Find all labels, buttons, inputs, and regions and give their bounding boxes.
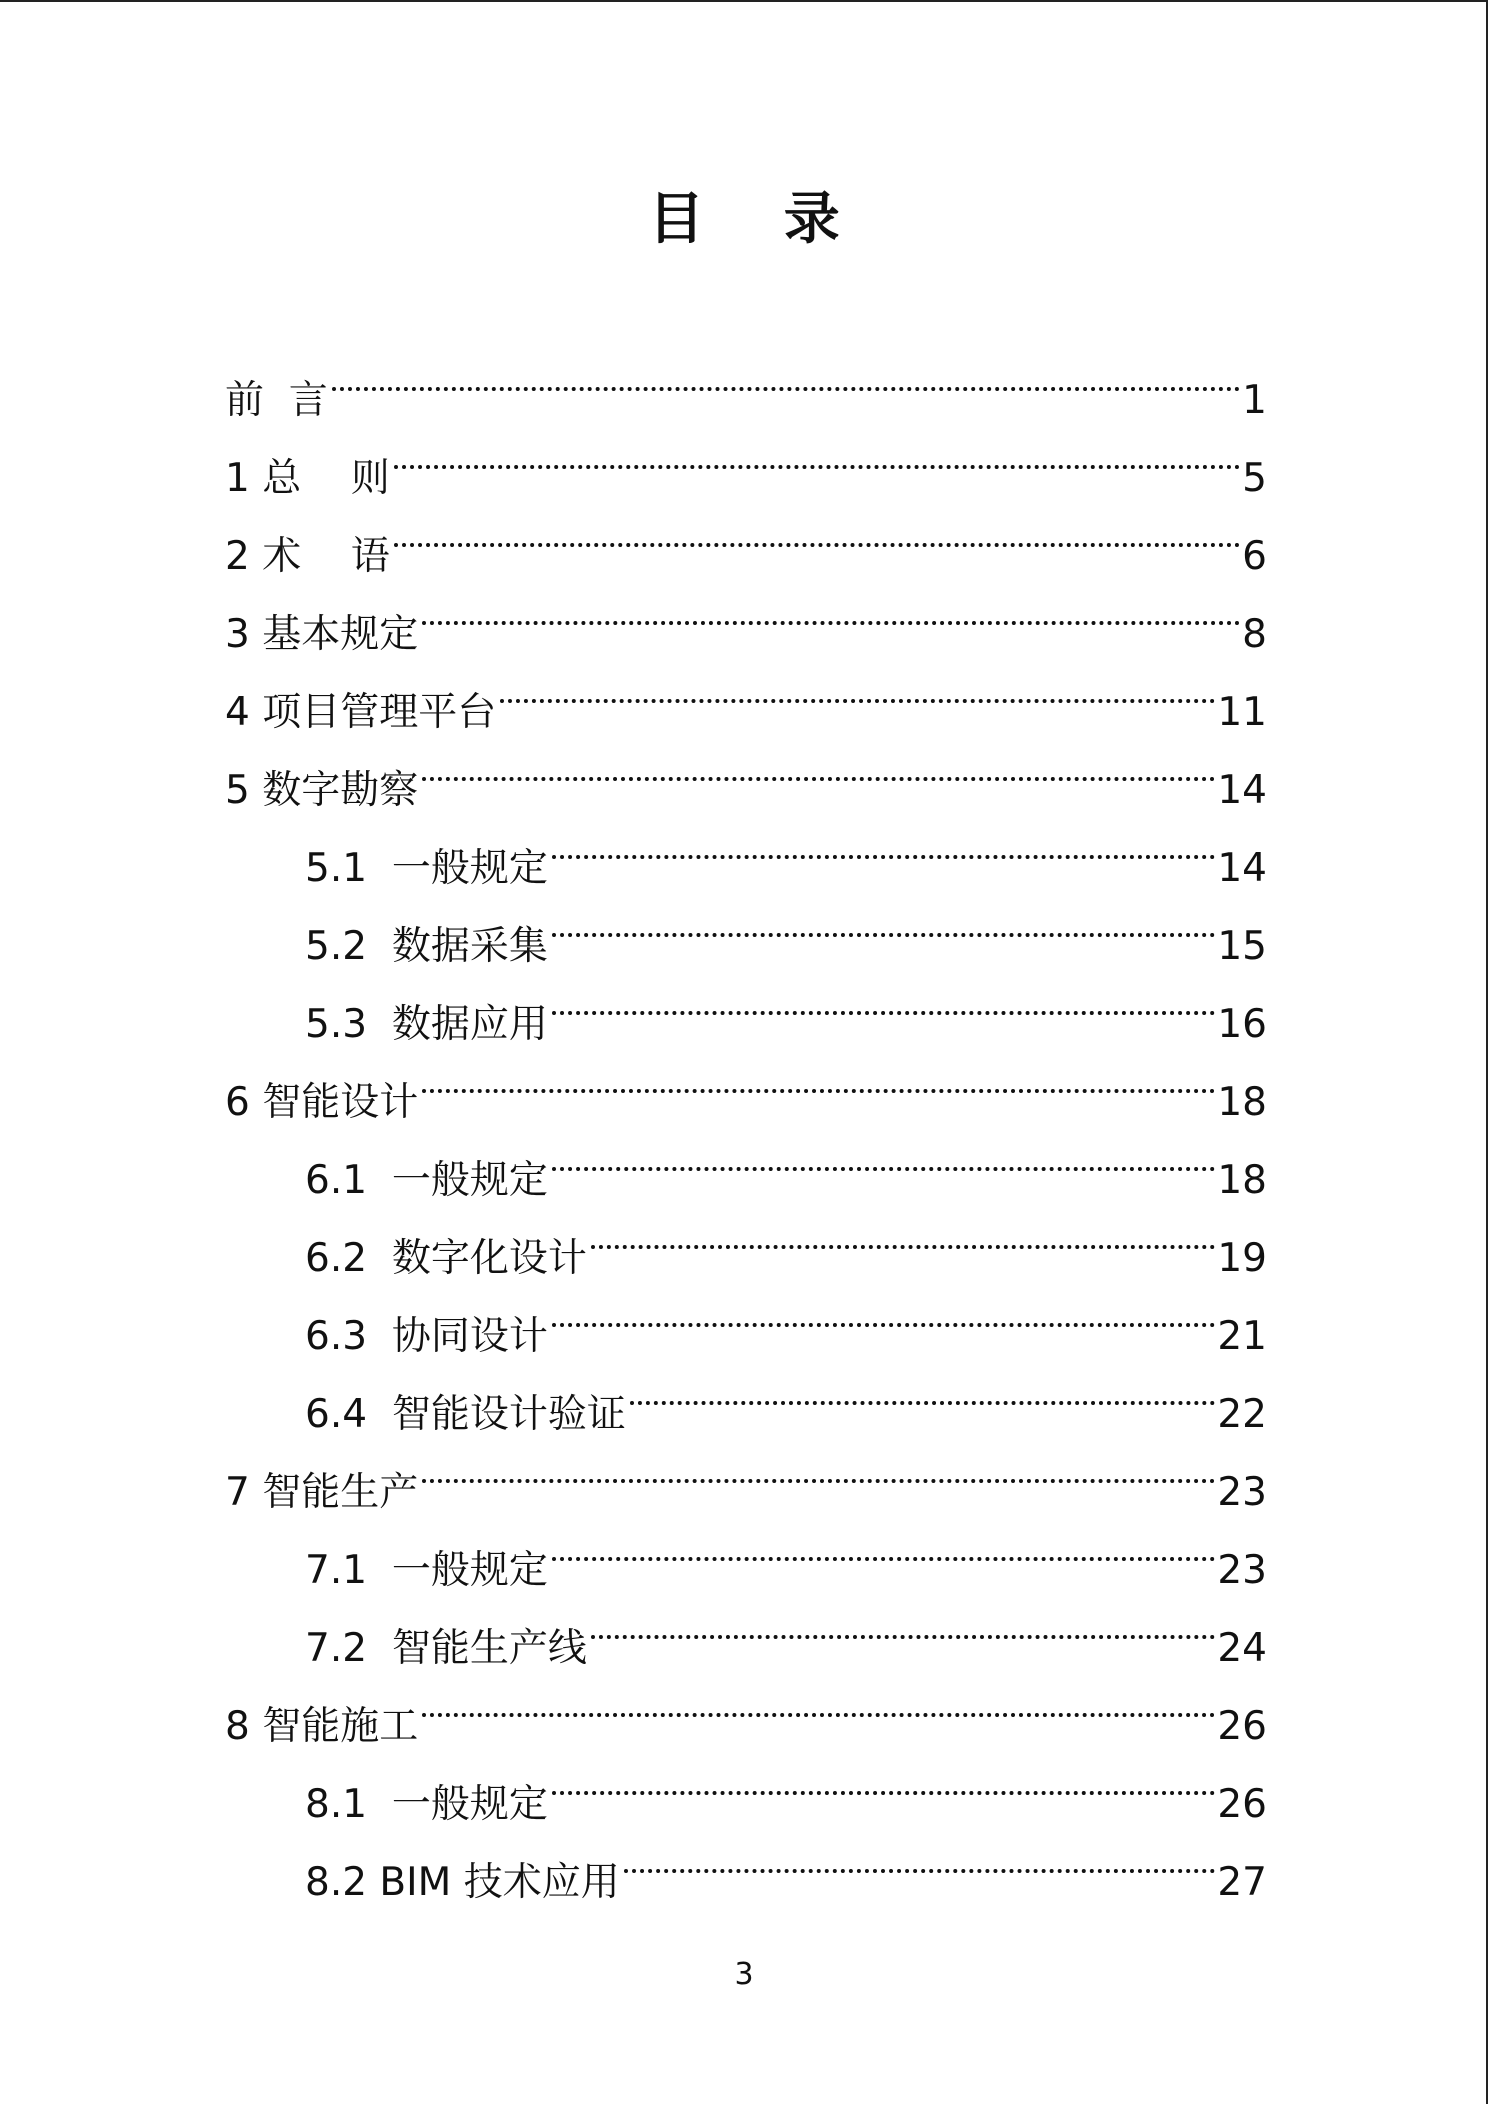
toc-entry-label: 7.2 智能生产线 [305,1626,587,1671]
toc-entry-label: 5.1 一般规定 [305,846,548,891]
toc-entry-page: 22 [1217,1392,1267,1437]
dot-leader [332,335,1240,413]
page-number: 3 [734,1957,754,1992]
toc-entry-page: 14 [1217,846,1267,891]
dot-leader [552,1739,1216,1817]
dot-leader [394,491,1240,569]
toc-entry-label: 7.1 一般规定 [305,1548,548,1593]
toc-entry-page: 6 [1242,534,1267,579]
toc-entry-label: 5 数字勘察 [225,768,419,813]
page-top-border [0,0,1488,2]
toc-entry-label: 1 总 则 [225,456,390,501]
toc-entry-page: 14 [1217,768,1267,813]
dot-leader [394,413,1240,491]
toc-entry-label: 6.1 一般规定 [305,1158,548,1203]
toc-entry-label: 6.4 智能设计验证 [305,1392,626,1437]
toc-entry-label: 4 项目管理平台 [225,690,497,735]
toc-entry-label: 3 基本规定 [225,612,419,657]
toc-entry-page: 18 [1217,1158,1267,1203]
toc-entry-label: 5.3 数据应用 [305,1002,548,1047]
toc-entry-label: 8.2 BIM 技术应用 [305,1860,620,1905]
dot-leader [552,959,1216,1037]
dot-leader [422,1037,1215,1115]
dot-leader [552,1115,1216,1193]
toc-entry-page: 26 [1217,1782,1267,1827]
toc-entry-page: 16 [1217,1002,1267,1047]
toc-entry-page: 26 [1217,1704,1267,1749]
toc-entry-label: 6 智能设计 [225,1080,419,1125]
toc-entry-label: 6.3 协同设计 [305,1314,548,1359]
toc-entry-page: 23 [1217,1548,1267,1593]
toc-entry-label: 8.1 一般规定 [305,1782,548,1827]
toc-entry-label: 6.2 数字化设计 [305,1236,587,1281]
table-of-contents [225,335,1267,1905]
toc-entry-page: 27 [1217,1860,1267,1905]
toc-entry-page: 19 [1217,1236,1267,1281]
dot-leader [552,1271,1216,1349]
toc-entry-page: 5 [1242,456,1267,501]
toc-entry[interactable] [225,335,1267,423]
toc-entry-label: 5.2 数据采集 [305,924,548,969]
toc-entry[interactable] [225,413,1267,501]
toc-entry-label: 7 智能生产 [225,1470,419,1515]
dot-leader [422,1661,1215,1739]
toc-entry-page: 8 [1242,612,1267,657]
toc-entry-page: 11 [1217,690,1267,735]
dot-leader [552,1505,1216,1583]
dot-leader [552,881,1216,959]
dot-leader [630,1349,1216,1427]
toc-entry-label: 前 言 [225,378,328,423]
toc-entry-page: 18 [1217,1080,1267,1125]
dot-leader [422,1427,1215,1505]
dot-leader [591,1583,1216,1661]
dot-leader [591,1193,1216,1271]
dot-leader [422,569,1240,647]
toc-entry-page: 23 [1217,1470,1267,1515]
dot-leader [552,803,1216,881]
dot-leader [624,1817,1216,1895]
dot-leader [422,725,1215,803]
toc-entry-label: 8 智能施工 [225,1704,419,1749]
toc-entry-label: 2 术 语 [225,534,390,579]
dot-leader [500,647,1215,725]
toc-title: 目 录 [648,187,870,252]
toc-entry-page: 15 [1217,924,1267,969]
toc-entry-page: 1 [1242,378,1267,423]
toc-entry-page: 21 [1217,1314,1267,1359]
toc-entry-page: 24 [1217,1626,1267,1671]
